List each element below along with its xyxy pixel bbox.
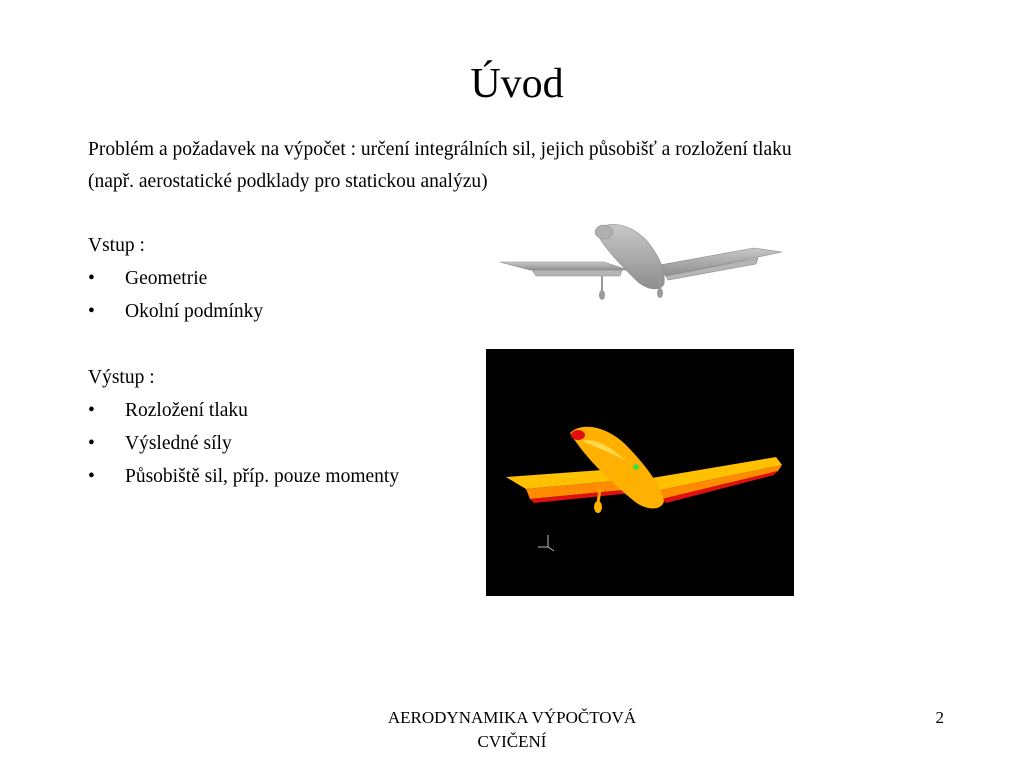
- list-item-text: Rozložení tlaku: [125, 400, 248, 421]
- list-item: [88, 394, 508, 427]
- output-heading: Výstup :: [88, 367, 155, 388]
- pressure-distribution-image: [486, 349, 794, 596]
- footer-course-title: [362, 706, 662, 754]
- list-item-text: Působiště sil, příp. pouze momenty: [125, 466, 400, 487]
- footer-line-2: CVIČENÍ: [477, 732, 547, 751]
- list-item: [88, 262, 508, 295]
- bullet-dot: •: [88, 466, 95, 487]
- input-section: [88, 229, 508, 328]
- slide-title: Úvod: [470, 61, 564, 107]
- intro-text: [88, 134, 988, 198]
- list-item: [88, 460, 508, 493]
- footer-line-1: AERODYNAMIKA VÝPOČTOVÁ: [387, 708, 637, 727]
- airplane-geometry-icon: [496, 218, 786, 304]
- page-number: 2: [935, 708, 944, 727]
- output-section: [88, 361, 508, 493]
- airplane-pressure-icon: [486, 349, 794, 596]
- list-item-text: Geometrie: [125, 268, 208, 289]
- bullet-dot: •: [88, 301, 95, 322]
- airplane-geometry-image: [496, 218, 786, 304]
- input-heading: Vstup :: [88, 235, 145, 256]
- bullet-dot: •: [88, 268, 95, 289]
- bullet-dot: •: [88, 433, 95, 454]
- intro-line-2: (např. aerostatické podklady pro statickou analýzu): [88, 171, 488, 192]
- list-item-text: Výsledné síly: [125, 433, 232, 454]
- bullet-dot: •: [88, 400, 95, 421]
- list-item: [88, 427, 508, 460]
- list-item-text: Okolní podmínky: [125, 301, 264, 322]
- intro-line-1: Problém a požadavek na výpočet : určení integrálních sil, jejich působišť a rozložení tlaku: [88, 139, 792, 160]
- list-item: [88, 295, 508, 328]
